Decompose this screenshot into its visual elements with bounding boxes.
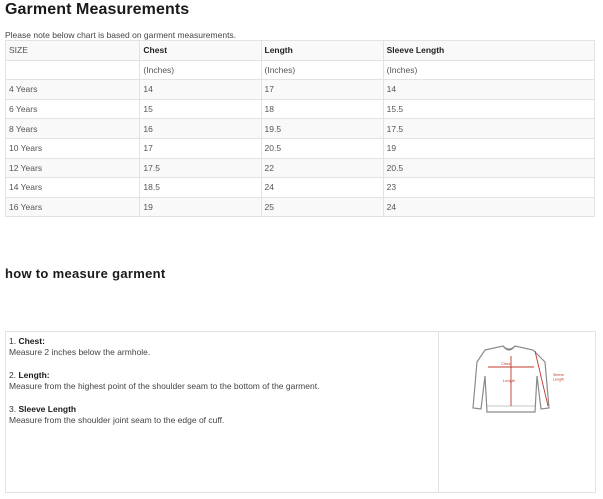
step-description: Measure 2 inches below the armhole. [9, 347, 151, 357]
cell-length: 20.5 [261, 138, 383, 158]
cell-sleeve: 17.5 [383, 119, 594, 139]
cell-length: 25 [261, 197, 383, 217]
sweatshirt-diagram-icon [461, 342, 573, 422]
cell-chest: 14 [140, 80, 261, 100]
cell-chest: 17 [140, 138, 261, 158]
table-row [6, 80, 595, 100]
cell-size: 16 Years [6, 197, 140, 217]
step-number: 1. [9, 336, 17, 346]
header-sleeve-length: Sleeve Length [383, 41, 594, 61]
garment-diagram [439, 332, 595, 492]
cell-sleeve: 19 [383, 138, 594, 158]
cell-length: 24 [261, 178, 383, 198]
table-row [6, 119, 595, 139]
table-row [6, 178, 595, 198]
diagram-chest-label: Chest [501, 361, 512, 366]
step-chest [9, 336, 150, 358]
cell-chest: 19 [140, 197, 261, 217]
cell-size: 12 Years [6, 158, 140, 178]
cell-length: 17 [261, 80, 383, 100]
diagram-length-label: Length [503, 378, 516, 383]
cell-size: 10 Years [6, 138, 140, 158]
cell-sleeve: 23 [383, 178, 594, 198]
page-title: Garment Measurements [5, 1, 190, 18]
diagram-sleeve-label-2: Length [553, 377, 564, 382]
step-label: Sleeve Length [18, 404, 77, 414]
table-header-row [6, 41, 595, 61]
unit-chest: (Inches) [140, 60, 261, 80]
size-chart-table [5, 40, 595, 217]
step-length [9, 370, 319, 392]
header-length: Length [261, 41, 383, 61]
how-to-measure-title: how to measure garment [5, 266, 166, 281]
header-size: SIZE [6, 41, 140, 61]
cell-chest: 16 [140, 119, 261, 139]
chart-note: Please note below chart is based on garment measurements. [5, 30, 237, 40]
step-number: 2. [9, 370, 17, 380]
table-row [6, 158, 595, 178]
header-chest: Chest [140, 41, 261, 61]
measure-guide [5, 331, 596, 493]
unit-size [6, 60, 140, 80]
cell-chest: 17.5 [140, 158, 261, 178]
cell-chest: 15 [140, 99, 261, 119]
step-label: Chest: [18, 336, 45, 346]
measure-instructions [6, 332, 439, 492]
cell-length: 19.5 [261, 119, 383, 139]
cell-length: 18 [261, 99, 383, 119]
step-number: 3. [9, 404, 17, 414]
step-label: Length: [18, 370, 50, 380]
unit-sleeve: (Inches) [383, 60, 594, 80]
cell-size: 4 Years [6, 80, 140, 100]
cell-size: 14 Years [6, 178, 140, 198]
table-units-row [6, 60, 595, 80]
cell-sleeve: 24 [383, 197, 594, 217]
cell-sleeve: 14 [383, 80, 594, 100]
table-row [6, 197, 595, 217]
diagram-sleeve-label: Sleeve [553, 373, 564, 377]
table-row [6, 99, 595, 119]
cell-chest: 18.5 [140, 178, 261, 198]
cell-length: 22 [261, 158, 383, 178]
step-sleeve-length [9, 404, 224, 426]
table-row [6, 138, 595, 158]
cell-sleeve: 15.5 [383, 99, 594, 119]
unit-length: (Inches) [261, 60, 383, 80]
step-description: Measure from the highest point of the shoulder seam to the bottom of the garment. [9, 381, 320, 391]
cell-sleeve: 20.5 [383, 158, 594, 178]
step-description: Measure from the shoulder joint seam to the edge of cuff. [9, 415, 225, 425]
cell-size: 6 Years [6, 99, 140, 119]
cell-size: 8 Years [6, 119, 140, 139]
